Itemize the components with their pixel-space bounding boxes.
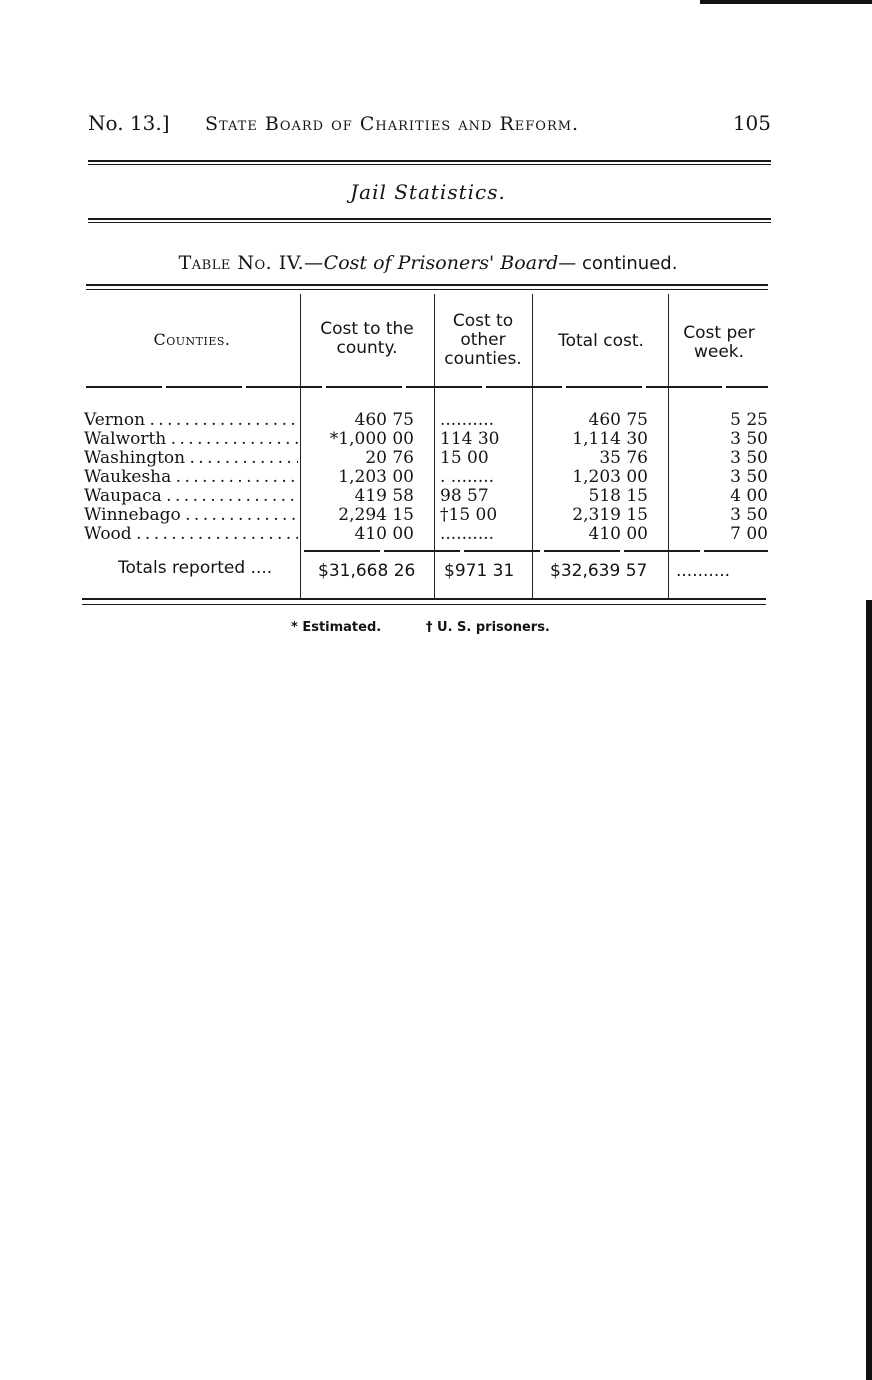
cost-to-county: 419 58 <box>354 486 414 506</box>
header-separator <box>86 386 768 388</box>
cost-per-week: 5 25 <box>730 410 768 430</box>
table-top-rule <box>86 284 768 286</box>
section-rule <box>88 218 771 220</box>
total-cost: 518 15 <box>588 486 648 506</box>
header-rule <box>88 160 771 162</box>
totals-cost-county: $31,668 26 <box>318 561 416 581</box>
table-row <box>82 449 768 468</box>
cost-to-county: 1,203 00 <box>338 467 414 487</box>
cost-per-week: 4 00 <box>730 486 768 506</box>
county-name: Waukesha . . . <box>84 468 298 487</box>
header-cost-per-week <box>670 324 768 362</box>
page-number: 105 <box>732 111 771 135</box>
totals-per-week: .......... <box>676 561 731 581</box>
total-cost: 1,203 00 <box>572 467 648 487</box>
total-cost: 410 00 <box>588 524 648 544</box>
table-row <box>82 468 768 487</box>
header-week-line1: Cost per <box>683 323 755 343</box>
cost-to-county: 20 76 <box>365 448 414 468</box>
cost-per-week: 3 50 <box>730 429 768 449</box>
table-bottom-rule <box>82 598 766 600</box>
header-total-cost: Total cost. <box>558 331 644 351</box>
cost-to-other: †15 00 <box>440 505 498 525</box>
table-continued: — continued. <box>558 253 678 274</box>
section-rule-thin <box>88 222 771 223</box>
totals-cost-other: $971 31 <box>444 561 515 581</box>
table-label: Table No. IV.— <box>178 252 324 274</box>
totals-total-cost: $32,639 57 <box>550 561 648 581</box>
table-row <box>82 430 768 449</box>
county-name: Waupaca . . . <box>84 487 298 506</box>
cost-to-county: *1,000 00 <box>329 429 414 449</box>
header-cost-county-line1: Cost to the <box>320 319 414 339</box>
cost-to-other: .......... <box>440 524 495 544</box>
cost-to-other: 114 30 <box>440 429 500 449</box>
county-name: Wood . . . <box>84 525 298 544</box>
cost-to-other: 98 57 <box>440 486 489 506</box>
header-cost-county-line2: county. <box>336 338 398 358</box>
table-row <box>82 506 768 525</box>
table-row <box>82 487 768 506</box>
total-cost: 1,114 30 <box>572 429 648 449</box>
document-number: No. 13.] <box>88 111 170 135</box>
table-row <box>82 411 768 430</box>
totals-separator <box>304 550 768 552</box>
header-cost-other-line1: Cost to <box>452 311 514 331</box>
county-name: Walworth . . . <box>84 430 298 449</box>
footnote-estimated: * Estimated. <box>291 620 382 635</box>
running-title: State Board of Charities and Reform. <box>205 113 580 135</box>
total-cost: 35 76 <box>599 448 648 468</box>
header-counties: Counties. <box>153 330 231 349</box>
cost-to-county: 2,294 15 <box>338 505 414 525</box>
header-cost-other-line3: counties. <box>444 349 522 369</box>
footnote-us-prisoners: † U. S. prisoners. <box>426 620 550 635</box>
total-cost: 460 75 <box>588 410 648 430</box>
county-name: Washington . . . <box>84 449 298 468</box>
cost-per-week: 3 50 <box>730 467 768 487</box>
county-name: Winnebago . . . <box>84 506 298 525</box>
header-cost-other <box>434 312 532 369</box>
cost-to-other: . ........ <box>440 467 495 487</box>
header-week-line2: week. <box>693 342 745 362</box>
total-cost: 2,319 15 <box>572 505 648 525</box>
table-caption <box>88 252 768 274</box>
totals-label: Totals reported .... <box>118 558 273 578</box>
table-bottom-rule-thin <box>82 604 766 605</box>
table-title: Cost of Prisoners' Board <box>323 252 559 274</box>
header-rule-thin <box>88 164 771 165</box>
page-edge-shadow-top <box>700 0 872 4</box>
county-name: Vernon . . . <box>84 411 298 430</box>
section-title: Jail Statistics. <box>350 180 506 204</box>
cost-to-county: 410 00 <box>354 524 414 544</box>
cost-to-county: 460 75 <box>354 410 414 430</box>
header-cost-county <box>302 320 432 358</box>
cost-table <box>82 284 768 614</box>
cost-per-week: 3 50 <box>730 448 768 468</box>
table-row <box>82 525 768 544</box>
cost-per-week: 7 00 <box>730 524 768 544</box>
cost-to-other: .......... <box>440 410 495 430</box>
cost-per-week: 3 50 <box>730 505 768 525</box>
table-top-rule-thin <box>86 289 768 290</box>
page-edge-shadow-right <box>866 600 872 1380</box>
cost-to-other: 15 00 <box>440 448 489 468</box>
running-head <box>88 111 771 141</box>
header-cost-other-line2: other <box>460 330 506 350</box>
